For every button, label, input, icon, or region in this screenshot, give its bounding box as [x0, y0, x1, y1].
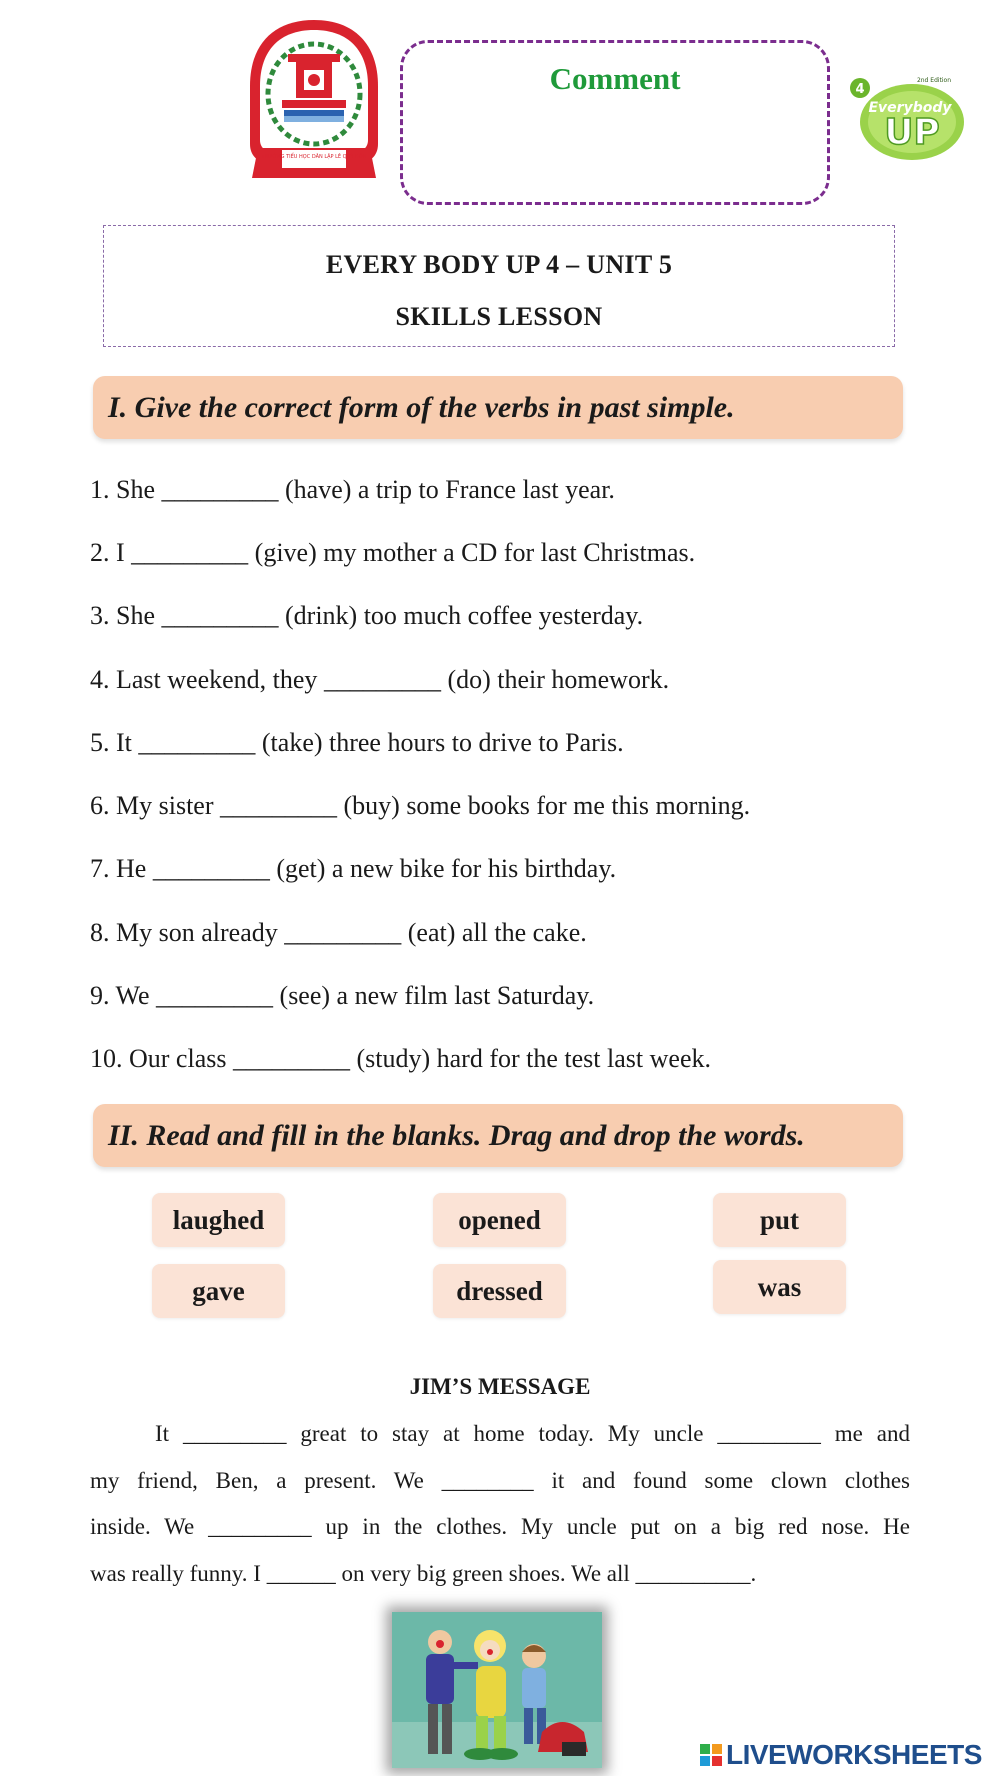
exercise-text-after: (get) a new bike for his birthday. — [269, 854, 617, 883]
exercise-text-after: (give) my mother a CD for last Christmas. — [248, 538, 696, 567]
answer-blank[interactable]: _________ — [156, 981, 274, 1010]
exercise-item — [90, 1043, 711, 1075]
exercise-text-after: (see) a new film last Saturday. — [273, 981, 595, 1010]
word-chip[interactable]: laughed — [152, 1193, 285, 1247]
exercise-item — [90, 980, 594, 1012]
exercise-text-before: 8. My son already — [90, 918, 285, 947]
exercise-text-before: 7. He — [90, 854, 153, 883]
exercise-text-after: (have) a trip to France last year. — [278, 475, 615, 504]
svg-text:Everybody: Everybody — [868, 100, 952, 116]
exercise-text-before: 3. She — [90, 601, 162, 630]
exercise-text-before: 9. We — [90, 981, 157, 1010]
svg-text:UP: UP — [884, 112, 940, 153]
passage-line: was really funny. I ______ on very big green shoes. We all __________. — [90, 1561, 757, 1586]
exercise-item — [90, 664, 669, 696]
word-chip[interactable]: gave — [152, 1264, 285, 1318]
section-1-heading: I. Give the correct form of the verbs in past simple. — [93, 376, 903, 439]
comment-box[interactable] — [400, 40, 830, 205]
worksheet-subtitle: SKILLS LESSON — [395, 302, 603, 331]
answer-blank[interactable]: _________ — [131, 538, 249, 567]
brand-label: LIVEWORKSHEETS — [726, 1739, 982, 1770]
answer-blank[interactable]: _________ — [161, 601, 279, 630]
exercise-text-before: 5. It — [90, 728, 139, 757]
exercise-text-after: (study) hard for the test last week. — [349, 1044, 711, 1073]
answer-blank[interactable]: _________ — [232, 1044, 350, 1073]
exercise-text-before: 4. Last weekend, they — [90, 665, 324, 694]
svg-text:4: 4 — [855, 82, 865, 97]
section-2-heading: II. Read and fill in the blanks. Drag and drop the words. — [93, 1104, 903, 1167]
word-chip[interactable]: was — [713, 1260, 846, 1314]
answer-blank[interactable]: _________ — [138, 728, 256, 757]
answer-blank[interactable]: _________ — [323, 665, 441, 694]
exercise-text-before: 10. Our class — [90, 1044, 233, 1073]
passage-line: It _________ great to stay at home today. My uncle _________ me and — [155, 1421, 910, 1446]
exercise-item — [90, 853, 616, 885]
passage-line: my friend, Ben, a present. We ________ it and found some clown clothes — [90, 1468, 910, 1493]
exercise-item — [90, 474, 615, 506]
exercise-item — [90, 537, 695, 569]
exercise-text-before: 1. She — [90, 475, 162, 504]
answer-blank[interactable]: _________ — [220, 791, 337, 820]
word-chip[interactable]: put — [713, 1193, 846, 1247]
svg-text:TRƯỜNG TIỂU HỌC DÂN LẬP LÊ QUÝ: TRƯỜNG TIỂU HỌC DÂN LẬP LÊ QUÝ ĐÔN — [261, 154, 367, 160]
clown-illustration — [392, 1612, 602, 1768]
liveworksheets-icon — [700, 1744, 722, 1768]
word-chip[interactable]: opened — [433, 1193, 566, 1247]
school-logo — [244, 16, 384, 186]
exercise-text-before: 6. My sister — [90, 791, 220, 820]
exercise-text-after: (drink) too much coffee yesterday. — [278, 601, 644, 630]
exercise-text-after: (take) three hours to drive to Paris. — [255, 728, 624, 757]
liveworksheets-brand — [700, 1740, 982, 1770]
comment-label: Comment — [549, 61, 681, 96]
everybody-up-logo — [848, 70, 968, 165]
svg-text:2nd Edition: 2nd Edition — [916, 77, 952, 84]
answer-blank[interactable]: _________ — [161, 475, 279, 504]
exercise-item — [90, 600, 643, 632]
exercise-item — [90, 790, 750, 822]
exercise-text-after: (do) their homework. — [440, 665, 670, 694]
answer-blank[interactable]: _________ — [152, 854, 270, 883]
exercise-text-after: (buy) some books for me this morning. — [337, 791, 751, 820]
worksheet-title: EVERY BODY UP 4 – UNIT 5 — [325, 250, 673, 279]
worksheet-title-box — [103, 225, 895, 347]
exercise-item — [90, 917, 587, 949]
passage-title: JIM’S MESSAGE — [409, 1374, 591, 1399]
exercise-text-before: 2. I — [90, 538, 132, 567]
passage-line: inside. We _________ up in the clothes. My uncle put on a big red nose. He — [90, 1514, 910, 1539]
exercise-text-after: (eat) all the cake. — [401, 918, 587, 947]
word-chip[interactable]: dressed — [433, 1264, 566, 1318]
answer-blank[interactable]: _________ — [284, 918, 402, 947]
exercise-item — [90, 727, 624, 759]
